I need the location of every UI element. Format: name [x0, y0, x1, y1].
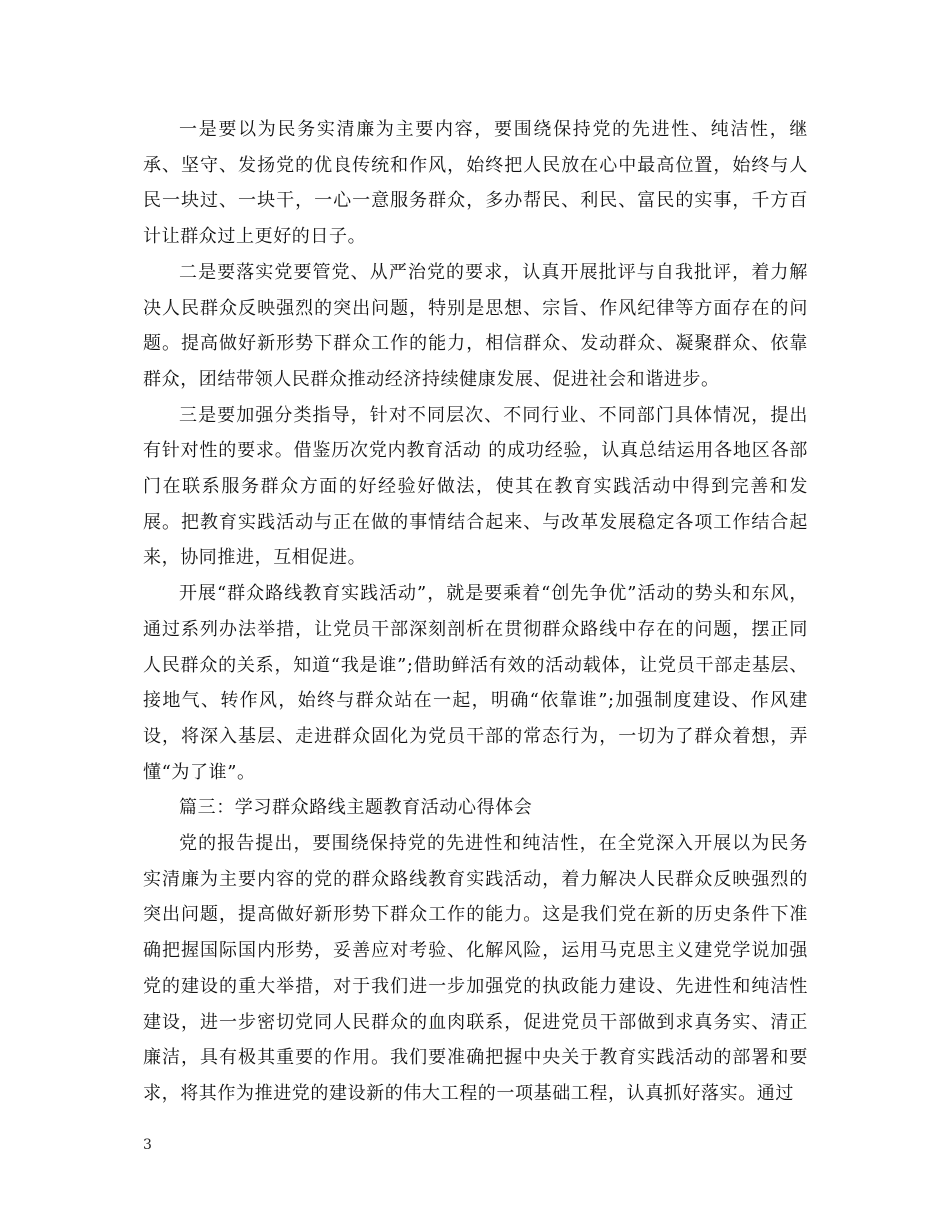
paragraph-3: 三是要加强分类指导，针对不同层次、不同行业、不同部门具体情况，提出有针对性的要求。借鉴历次党内教育活动 的成功经验，认真总结运用各地区各部门在联系服务群众方面的好经验好做法，使其在教育实践活动中得到完善和发展。把教育实践活动与正在做的事情结合起来、与改革发展稳定各项工作结合起来，协同推进，互相促进。	[143, 404, 808, 569]
paragraph-4: 开展“群众路线教育实践活动”，就是要乘着“创先争优”活动的势头和东风，通过系列办法举措，让党员干部深刻剖析在贯彻群众路线中存在的问题，摆正同人民群众的关系，知道“我是谁”;借助鲜活有效的活动载体，让党员干部走基层、接地气、转作风，始终与群众站在一起，明确“依靠谁”;加强制度建设、作风建设，将深入基层、走进群众固化为党员干部的常态行为，一切为了群众着想，弄懂“为了谁”。	[143, 583, 808, 783]
paragraph-2: 二是要落实党要管党、从严治党的要求，认真开展批评与自我批评，着力解决人民群众反映强烈的突出问题，特别是思想、宗旨、作风纪律等方面存在的问题。提高做好新形势下群众工作的能力，相信群众、发动群众、凝聚群众、依靠群众，团结带领人民群众推动经济持续健康发展、促进社会和谐进步。	[143, 261, 808, 390]
paragraph-5: 党的报告提出，要围绕保持党的先进性和纯洁性，在全党深入开展以为民务实清廉为主要内容的党的群众路线教育实践活动，着力解决人民群众反映强烈的突出问题，提高做好新形势下群众工作的能力。这是我们党在新的历史条件下准确把握国际国内形势，妥善应对考验、化解风险，运用马克思主义建党学说加强党的建设的重大举措，对于我们进一步加强党的执政能力建设、先进性和纯洁性建设，进一步密切党同人民群众的血肉联系，促进党员干部做到求真务实、清正廉洁，具有极其重要的作用。我们要准确把握中央关于教育实践活动的部署和要求，将其作为推进党的建设新的伟大工程的一项基础工程，认真抓好落实。通过	[143, 833, 808, 1104]
page-number: 3	[143, 1137, 152, 1153]
paragraph-1: 一是要以为民务实清廉为主要内容，要围绕保持党的先进性、纯洁性，继承、坚守、发扬党的优良传统和作风，始终把人民放在心中最高位置，始终与人民一块过、一块干，一心一意服务群众，多办帮民、利民、富民的实事，千方百计让群众过上更好的日子。	[143, 119, 808, 248]
section-heading: 篇三：学习群众路线主题教育活动心得体会	[179, 797, 533, 819]
document-body	[143, 112, 808, 1112]
